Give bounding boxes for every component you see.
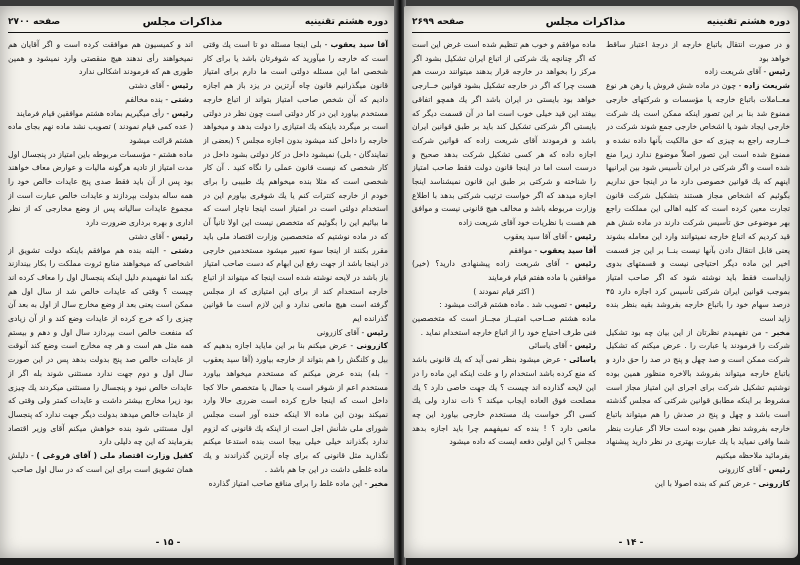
paragraph-text: - آقای دشتی bbox=[128, 81, 172, 91]
speaker-name: رئیس bbox=[574, 259, 596, 269]
paragraph bbox=[203, 38, 388, 326]
paragraph-text: - این ماده غلط را برای منافع صاحب امتیاز گذارده bbox=[208, 478, 370, 488]
paragraph bbox=[8, 230, 193, 244]
text-columns bbox=[8, 38, 388, 532]
paragraph bbox=[606, 477, 790, 491]
paragraph bbox=[8, 244, 193, 450]
speaker-name: دشتی bbox=[170, 94, 193, 104]
column-left bbox=[412, 38, 596, 532]
paragraph-text: - عرض کنم که بنده اصولا با این bbox=[654, 478, 759, 488]
paragraph bbox=[8, 449, 193, 476]
page-title: مذاکرات مجلس bbox=[545, 16, 626, 28]
paragraph bbox=[606, 326, 790, 463]
paragraph-text: - موافقم bbox=[509, 245, 540, 255]
paragraph bbox=[412, 312, 596, 339]
text-columns bbox=[412, 38, 790, 532]
paragraph-text: - عرض میکنم بنا بر این مایاید اجازه بدهیم که بیل و کلنگش را هم بتواند از خارجه بیاورد (آقا سید یعقوب - بله) بنده عرض میکنم که مستخدم میخواهد بیاورد مستخدم اعم از شوفر است یا حمال یا متخصص حالا کجا داخل است که اینجا خارج کرده است ضرری حالا وارد نمیکند بودن این ماده الا اینکه خنده آور است مجلس شورای ملی شأنش اجل است از اینکه یك قانونی که لزوم ندارد بگذراند خیلی خیلی بیجا است بنده استدعا میکنم نگذارید مثل قانونی که برای چاه آرتزین گذراندند و یك ماده غلطی داشت در این جا هم باشد . bbox=[203, 341, 388, 474]
column-right bbox=[203, 38, 388, 532]
paragraph-text: ماده هشتم صــاحب امتیــاز مجــاز است که متخصصین فنی طرف احتیاج خود را از اتباع خارجه استخدام نماید . bbox=[412, 314, 596, 337]
paragraph-text: - بنده مخالفم bbox=[125, 94, 171, 104]
speaker-name: رئیس bbox=[768, 464, 790, 474]
paragraph bbox=[412, 298, 596, 312]
paragraph-text: - آقای کازرونی bbox=[718, 464, 769, 474]
paragraph bbox=[8, 79, 193, 93]
page-header bbox=[412, 12, 790, 33]
speaker-name: کفیل وزارت اقتصاد ملی ( آقای فروغی ) bbox=[36, 451, 193, 461]
paragraph-text: - آقای دشتی bbox=[128, 231, 172, 241]
speaker-name: آقا سید یعقوب bbox=[330, 40, 388, 49]
column-right bbox=[606, 38, 790, 532]
speaker-name: رئیس bbox=[574, 300, 596, 310]
paragraph-text: ( اکثر قیام نمودند ) bbox=[473, 286, 535, 296]
paragraph bbox=[606, 65, 790, 79]
paragraph-text: - عرض میشود بنظر نمی آید که یك قانونی باشد که منع کرده باشد استخدام را و علت اینکه این ماده را در این لایحه گذارده اند چیست ؟ یك جهت خاصی دارد ؟ یك مصلحت فوق العاده ایجاب میکند ؟ ذات ندارد ولی یك کسی اگر خواست یك مستخدم خارجی بیاورد این چه مانعی دارد ؟ ! بنده که نمیفهمم چرا باید اجازه بدهد مجلس ؟ این اولین دفعه ایست که داده میشود bbox=[412, 355, 596, 447]
paragraph bbox=[606, 463, 790, 477]
paragraph-text: ( عده کمی قیام نمودند ) تصویب نشد ماده نهم بجای ماده هشتم قرائت میشود bbox=[8, 122, 193, 145]
paragraph bbox=[606, 38, 790, 65]
session-label: دوره هشتم تقنینیه bbox=[706, 17, 790, 27]
speaker-name: شریعت زاده bbox=[743, 81, 790, 91]
paragraph-text: - البته بنده هم موافقم باینکه دولت تشویق از اشخاصی که میخواهند منابع ثروت مملکت را بکار بیندازند بکند اما نفهمیدم دلیل اینکه پنجسال اول را معاف کرده اند چیست ؟ وقتی که عایدات خالص شد از سال اول هم ممکن است یعنی بعد از وضع مخارج سال از اول به بعد آن چیزی را که خرج کرده از عایدات وضع کند و از آن زیادی که منفعت خالص است بپردازد سال اول و دهم و بیستم همه مثل هم است و هر چه مخارج است وضع کند آنوقت از عایدات خالص صد پنج بدولت بدهد پس در این صورت سال اول و دوم جهت ندارد مستثنی شوند بله اگر از عایدات خالص نبود و پنجسال را مستثنی میکردند یك چیزی بود زیرا مخارج بیشتر داشت و عایدات کمتر ولی وقتی که از عایدات خالص میدهد بدولت دیگر جهت ندارد که پنجسال اول مستثنی شود بنده خواهش میکنم آقای وزیر اقتصاد بفرمایند که این چه دلیلی دارد bbox=[8, 245, 193, 447]
paragraph-text: ماده هشتم - مؤسسات مربوطه باین امتیاز در پنجسال اول مدت امتیاز از تادیه هرگونه مالیات و عوارض معاف خواهند بود پس از آن باید فقط صدی پنج عایدات خالص خود را همه ساله بدولت بپردازند و عایدات خالص عبارت است از مجموع عایدات سالیانه پس از وضع مخارجی که از نظر اداری و بهره برداری ضرورت دارد bbox=[8, 149, 193, 228]
speaker-name: رئیس bbox=[171, 108, 193, 118]
paragraph-text: - چون در ماده شش فروش یا رهن هر نوع معــاملات باتباع خارجه یا مؤسسات و شرکتهای خارجی ممنوع شد بنا بر این تصور اینکه ممکن است یك شرکت خارجی ایجاد شود یا اشخاص خارجی جمع شوند شرکت در خــارجه راجع به چیزی که حق مالکیت بآنها داده نشده و ممنوع شده است این تصور اصلاً موضوع ندارد زیرا منع شده است و اگر شرکتی در ایران تأسیس شود بین ایرانیها اینهم که یك قوانین خصوصی دارد ما در اینجا حق نداریم بگوئیم که اشخاص مجاز هستند بتشکیل شرکت قانون تجارت معین کرده است که کلیه اهالی این مملکت راجع بهر موضوعی حق تأسیس شرکت دارند در ماده شش هم قید کردیم که اتباع خارجه نمیتوانند وارد این معامله بشوند یعنی قابل انتقال دادن بآنها نیست بنــا بر این جز قسمت اخیر این ماده دیگر احتیاجی نیست و قسمتهای بدوی زایداست فقط باید نوشته شود که اگر صاحب امتیاز بموجب قوانین ایران شرکتی تأسیس کرد اجازه دارد ۴۵ درصد سهام خود را باتباع خارجه بفروشد بقیه بنظر بنده زاید است bbox=[606, 81, 790, 324]
speaker-name: رئیس bbox=[768, 67, 790, 77]
page-header bbox=[8, 12, 388, 33]
paragraph-text: - من نفهمیدم نظرتان از این بیان چه بود تشکیل شرکت را فرمودند یا عبارت را . عرض میکنم که تشکیل شرکت ممکن است و صد چهل و پنج در صد را حق دارد و باتباع خارجه میتواند بفروشد بالاخره منظور همین بوده نوشتیم تشکیل شرکت برای اجرای این امتیاز مجاز است مشروط بر اینکه مطابق قوانین شرکتی که مجلس گذشته است باشد و چهل و پنج در صدش را هم میتواند باتباع خارجه بفروشد نظر همین بوده است حالا اگر عبارت بنظر شما وافی نمیاید با یك عبارت بهتری در نظر دارید پیشنهاد بفرمائید ملاحظه میکنیم bbox=[606, 327, 790, 461]
session-label: دوره هشتم تقنینیه bbox=[304, 17, 388, 27]
speaker-name: یاسائی bbox=[569, 355, 596, 365]
speaker-name: رئیس bbox=[171, 81, 193, 91]
paragraph bbox=[412, 339, 596, 353]
paragraph-text: - آقای شریعت زاده bbox=[704, 67, 769, 77]
paragraph bbox=[203, 339, 388, 476]
speaker-name: رئیس bbox=[366, 327, 388, 337]
left-page bbox=[0, 6, 396, 558]
paragraph-text: - آقای کازرونی bbox=[316, 327, 367, 337]
speaker-name: کازرونی bbox=[758, 478, 790, 488]
paragraph-text: - تصویب شد . ماده هشتم قرائت میشود : bbox=[439, 300, 575, 310]
paragraph-text: و در صورت انتقال باتباع خارجه از درجهٔ اعتبار ساقط خواهد بود bbox=[606, 40, 790, 63]
page-number-label: صفحه ۲۶۹۹ bbox=[412, 17, 465, 27]
paragraph bbox=[412, 285, 596, 299]
paragraph bbox=[203, 326, 388, 340]
paragraph bbox=[8, 120, 193, 147]
speaker-name: مخبر bbox=[369, 478, 388, 488]
speaker-name: رئیس bbox=[574, 231, 596, 241]
page-number-label: صفحه ۲۷۰۰ bbox=[8, 17, 61, 27]
paragraph bbox=[8, 38, 193, 79]
speaker-name: مخبر bbox=[771, 327, 790, 337]
paragraph bbox=[412, 38, 596, 230]
paragraph-text: - دلیلش همان تشویق است برای این است که در سال اول صاحب bbox=[8, 451, 193, 474]
paragraph bbox=[412, 244, 596, 258]
page-footer-number: - ۱۴ - bbox=[618, 538, 644, 548]
speaker-name: رئیس bbox=[171, 231, 193, 241]
speaker-name: کازرونی bbox=[356, 341, 388, 351]
speaker-name: دشتی bbox=[170, 245, 193, 255]
paragraph bbox=[606, 79, 790, 326]
page-title: مذاکرات مجلس bbox=[142, 16, 223, 28]
speaker-name: رئیس bbox=[574, 341, 596, 351]
paragraph bbox=[412, 353, 596, 449]
paragraph-text: - رأی میگیریم بماده هشتم موافقین قیام فرمایند bbox=[16, 108, 172, 118]
paragraph bbox=[412, 257, 596, 284]
paragraph bbox=[8, 93, 193, 107]
paragraph bbox=[8, 148, 193, 230]
paragraph-text: - آقای یاسائی bbox=[528, 341, 575, 351]
paragraph bbox=[203, 477, 388, 491]
page-footer-number: - ۱۵ - bbox=[155, 538, 181, 548]
speaker-name: آقا سید یعقوب bbox=[539, 245, 596, 255]
column-left bbox=[8, 38, 193, 532]
paragraph-text: - آقای شریعت زاده پیشنهادی دارید؟ (خیر) موافقین با ماده هفتم قیام فرمایند bbox=[412, 259, 596, 282]
paragraph-text: اند و کمیسیون هم موافقت کرده است و اگر آقایان هم نمیخواهند رأی ندهند هیچ منقصتی وارد نمیشود و همین طوری هم که فرمودند اشکالی ندارد bbox=[8, 40, 193, 77]
paragraph-text: ماده موافقم و خوب هم تنظیم شده است غرض این است که اگر چنانچه یك شرکتی از اتباع ایران تشکیل بشود اگر مرکز را بخواهد در خارجه قرار بدهند میتوانند درست هم هست چرا که اگر در خارجه تشکیل بشود قوانین خــارجی خواهد بود بایستی در ایران باشد اگر یك همچو اتفاقی بیفتد این قید خیلی خوب است اما در آن قسمت دیگر که بایستی اگر شرکتی تشکیل کند باید بر طبق قوانین ایران باشد و فرمودند آقای شریعت زاده که قوانین شرکت اجازه داده که هر کسی تشکیل شرکت بدهد صحیح و درست است اما در اینجا قانون دولت فقط صاحب امتیاز را شناخته و شرکتی بر طبق این قانون نمیشناسد اینجا اجازه میدهد که اگر خواست ترتیب شرکتی بدهد با اطلاع وزارت مربوطه باشد و مخالف هیچ قانونی نیست و موافق هم هست با نظریات خود آقای شریعت زاده bbox=[412, 40, 596, 228]
paragraph-text: - آقای آقا سید یعقوب bbox=[503, 231, 575, 241]
paragraph bbox=[8, 107, 193, 121]
paragraph-text: - بلی اینجا مسئله دو تا است یك وقتی است که خارجه را میآورید که شوفرتان باشد یا برای کار شخصی اما این مسئله دولتی است ما دارم برای امتیاز قانون میگذرانیم قانون چاه آرتزین در یزد باز هم اجازه دادیم که آن شخص صاحب امتیاز بتواند از اتباع خارجه مستخدم بیاورد این در کار دولتی است چون نظر در دولتی است بر میگردد باینکه یك امتیازی را دولت بدهد و میخواهد خارجه را داخل کند میشود بدون اجازه مجلس ؟ (بعضی از نمایندگان - بلی) نمیشود داخل در کار دولتی بشود داخل در کار شخصی که نیست قانون عملی را نگاه کنید . آن کار شخصی است که مثلا بنده میخواهم یك طبیبی را برای خودم از خارجه کنترات کنم یا یك شوفری بیاورم این در استخدام دولتی است در امتیاز است اینجا ناچار است که ما بیائیم این را بگوئیم که متخصص نیست این اولا ثانیاً آن که در ماده نوشتیم که متخصصین وزارت اقتصاد ملی باید مقرر بکنند از اینجا سوء تعبیر میشود مستخدمین خارجی در اینجا باشد از جهت رفع این ابهام که دست صاحب امتیاز باز باشد در لایحه نوشته شده است اینجا که میتواند از اتباع خارجه استخدام کند از برای این امتیازی که از مجلس گرفته است هیچ مانعی ندارد و این لازم است ما قوانین گذرانده ایم bbox=[203, 40, 388, 324]
right-page bbox=[404, 6, 798, 558]
paragraph bbox=[412, 230, 596, 244]
